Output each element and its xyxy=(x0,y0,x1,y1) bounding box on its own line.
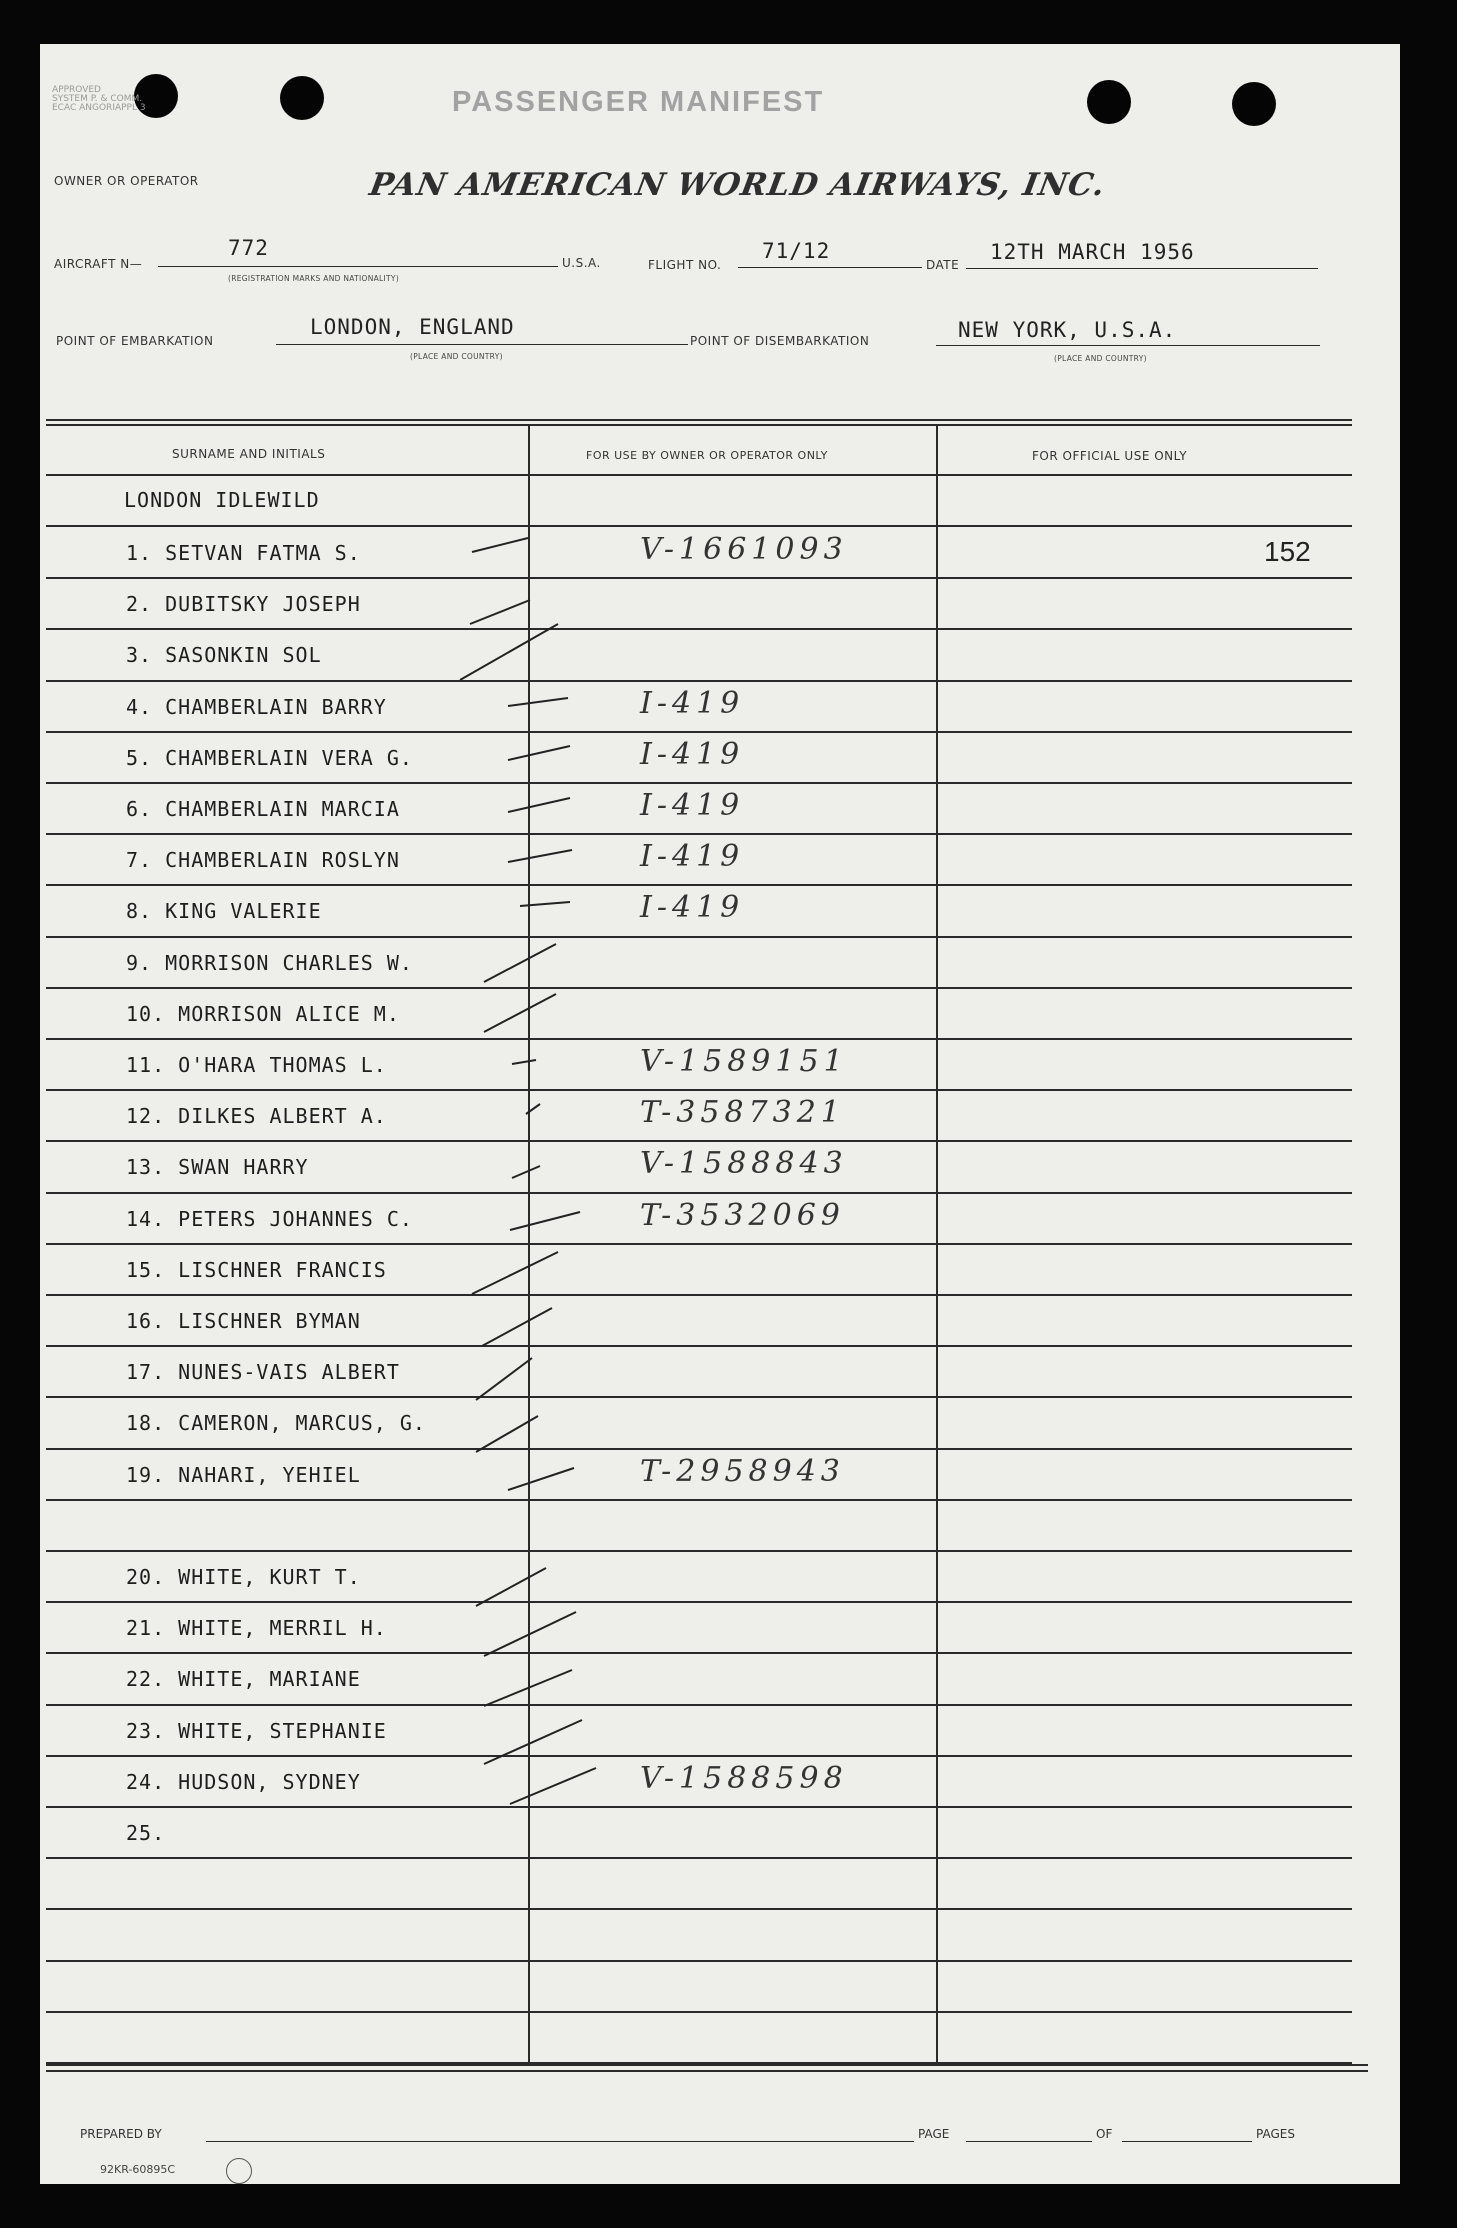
col-header-owner: FOR USE BY OWNER OR OPERATOR ONLY xyxy=(586,449,828,462)
owner-use-entry: T-3532069 xyxy=(640,1197,845,1233)
aircraft-label: AIRCRAFT N— xyxy=(54,257,143,271)
passenger-name: 10. MORRISON ALICE M. xyxy=(126,1001,400,1026)
official-use-entry: 152 xyxy=(1264,536,1311,567)
page-title: PASSENGER MANIFEST xyxy=(452,86,825,118)
passenger-name: 23. WHITE, STEPHANIE xyxy=(126,1718,387,1743)
passenger-name: 4. CHAMBERLAIN BARRY xyxy=(126,694,387,719)
check-mark xyxy=(484,994,556,1032)
check-mark xyxy=(508,746,570,760)
owner-name: PAN AMERICAN WORLD AIRWAYS, INC. xyxy=(366,167,1109,203)
passenger-name: 2. DUBITSKY JOSEPH xyxy=(126,592,361,617)
passenger-name: 20. WHITE, KURT T. xyxy=(126,1565,361,1589)
check-mark xyxy=(476,1358,532,1400)
passenger-name: 8. KING VALERIE xyxy=(126,899,322,924)
check-mark xyxy=(484,1612,576,1656)
form-number: 92KR-60895C xyxy=(100,2163,176,2176)
of-label: OF xyxy=(1096,2127,1113,2141)
passenger-name: 25. xyxy=(126,1821,166,1845)
passenger-name: 17. NUNES-VAIS ALBERT xyxy=(126,1360,400,1385)
check-mark xyxy=(476,1416,538,1452)
flight-value: 71/12 xyxy=(762,239,831,263)
check-mark xyxy=(512,1060,536,1064)
check-mark xyxy=(484,944,556,982)
passenger-name: 13. SWAN HARRY xyxy=(126,1155,309,1180)
owner-use-entry: I-419 xyxy=(640,890,745,926)
check-mark xyxy=(508,1468,574,1490)
route-label: LONDON IDLEWILD xyxy=(124,488,320,512)
check-mark xyxy=(508,850,572,862)
passenger-name: 21. WHITE, MERRIL H. xyxy=(126,1616,387,1641)
disembarkation-label: POINT OF DISEMBARKATION xyxy=(690,334,870,348)
passenger-name: 6. CHAMBERLAIN MARCIA xyxy=(126,797,400,821)
owner-use-entry: V-1589151 xyxy=(640,1044,848,1079)
aircraft-value: 772 xyxy=(228,236,269,260)
owner-use-entry: I-419 xyxy=(640,736,745,772)
owner-use-entry: T-3587321 xyxy=(640,1095,845,1131)
owner-label: OWNER OR OPERATOR xyxy=(54,174,199,188)
check-mark xyxy=(520,902,570,906)
check-mark xyxy=(510,1212,580,1230)
check-mark xyxy=(460,624,558,680)
passenger-name: 15. LISCHNER FRANCIS xyxy=(126,1257,387,1282)
check-mark xyxy=(510,1768,596,1804)
approval-line: ECAC ANGORIAPPL 3 xyxy=(52,103,146,113)
embarkation-sublabel: (PLACE AND COUNTRY) xyxy=(410,352,503,361)
passenger-name: 16. LISCHNER BYMAN xyxy=(126,1309,361,1333)
check-mark xyxy=(508,698,568,706)
passenger-name: 19. NAHARI, YEHIEL xyxy=(126,1462,361,1487)
passenger-name: 14. PETERS JOHANNES C. xyxy=(126,1206,413,1231)
passenger-name: 18. CAMERON, MARCUS, G. xyxy=(126,1411,426,1436)
owner-use-entry: I-419 xyxy=(640,788,745,823)
date-label: DATE xyxy=(926,258,960,272)
check-mark xyxy=(472,1252,558,1294)
owner-use-entry: V-1588598 xyxy=(640,1760,848,1796)
union-label-icon xyxy=(226,2158,252,2184)
check-mark xyxy=(508,798,570,812)
embarkation-label: POINT OF EMBARKATION xyxy=(56,334,214,348)
check-mark xyxy=(484,1720,582,1764)
check-mark xyxy=(476,1568,546,1606)
check-mark xyxy=(512,1166,540,1178)
usa-label: U.S.A. xyxy=(562,256,601,270)
approval-line: SYSTEM P. & COMM. xyxy=(52,94,143,104)
aircraft-sublabel: (REGISTRATION MARKS AND NATIONALITY) xyxy=(228,274,400,283)
check-mark xyxy=(470,600,530,624)
owner-use-entry: V-1661093 xyxy=(640,532,848,567)
owner-use-entry: V-1588843 xyxy=(640,1146,848,1182)
passenger-name: 24. HUDSON, SYDNEY xyxy=(126,1769,361,1794)
passenger-name: 3. SASONKIN SOL xyxy=(126,643,322,668)
flight-label: FLIGHT NO. xyxy=(648,258,722,272)
owner-use-entry: I-419 xyxy=(640,839,745,875)
passenger-name: 22. WHITE, MARIANE xyxy=(126,1667,361,1692)
check-mark xyxy=(472,538,528,552)
prepared-by-label: PREPARED BY xyxy=(80,2127,162,2141)
col-header-surname: SURNAME AND INITIALS xyxy=(172,447,326,461)
disembarkation-value: NEW YORK, U.S.A. xyxy=(958,318,1177,342)
embarkation-value: LONDON, ENGLAND xyxy=(310,315,515,339)
page-label: PAGE xyxy=(918,2127,950,2141)
passenger-name: 5. CHAMBERLAIN VERA G. xyxy=(126,745,413,770)
disembarkation-sublabel: (PLACE AND COUNTRY) xyxy=(1054,354,1147,363)
date-value: 12TH MARCH 1956 xyxy=(990,240,1195,264)
owner-use-entry: I-419 xyxy=(640,685,745,721)
check-mark xyxy=(526,1104,540,1114)
passenger-name: 12. DILKES ALBERT A. xyxy=(126,1104,387,1129)
passenger-name: 9. MORRISON CHARLES W. xyxy=(126,950,413,975)
approval-line: APPROVED xyxy=(52,85,101,95)
col-header-official: FOR OFFICIAL USE ONLY xyxy=(1032,449,1188,463)
passenger-name: 7. CHAMBERLAIN ROSLYN xyxy=(126,848,400,873)
passenger-name: 1. SETVAN FATMA S. xyxy=(126,541,361,565)
check-mark xyxy=(484,1670,572,1706)
passenger-name: 11. O'HARA THOMAS L. xyxy=(126,1053,387,1077)
pages-label: PAGES xyxy=(1256,2127,1295,2141)
owner-use-entry: T-2958943 xyxy=(640,1453,845,1489)
check-mark xyxy=(482,1308,552,1346)
